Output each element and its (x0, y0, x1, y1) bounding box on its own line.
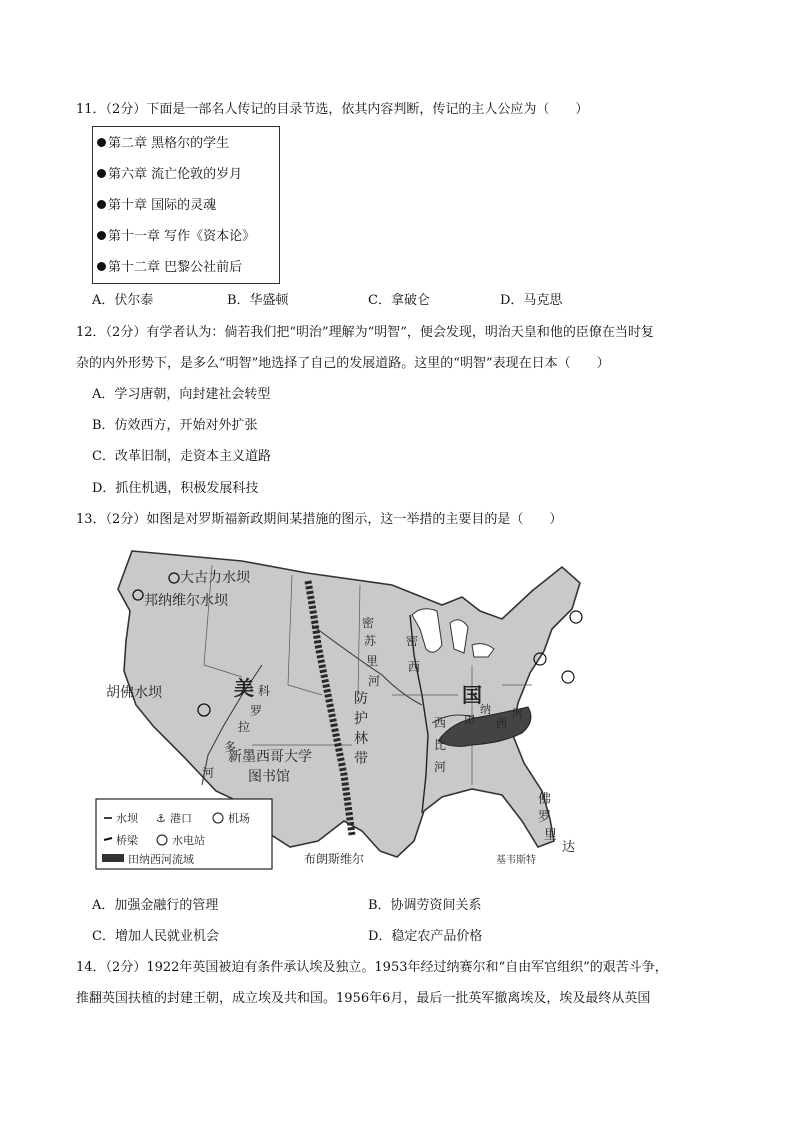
bullet-icon (97, 169, 106, 178)
toc-item (97, 197, 216, 215)
q11-option-c[interactable]: C．拿破仑 (368, 293, 430, 308)
florida-char: 佛 (538, 792, 552, 807)
toc-item-text: 第十一章 写作《资本论》 (108, 229, 256, 244)
q11-option-a[interactable]: A．伏尔泰 (92, 293, 154, 308)
legend-tennessee: 田纳西河流域 (128, 853, 194, 866)
q12-option-c[interactable]: C．改革旧制，走资本主义道路 (92, 449, 271, 464)
label-library: 图书馆 (248, 769, 290, 785)
florida-char: 罗 (538, 810, 552, 825)
missouri-char: 密 (362, 616, 375, 630)
colorado-char: 科 (258, 684, 271, 698)
q13-stem: 13．（2分）如图是对罗斯福新政期间某措施的图示，这一举措的主要目的是（ ） (76, 512, 563, 527)
q11-option-d[interactable]: D．马克思 (500, 293, 563, 308)
toc-item-text: 第十二章 巴黎公社前后 (108, 260, 243, 275)
legend-port: 港口 (170, 812, 192, 825)
missouri-char: 河 (368, 674, 381, 688)
shelterbelt-char: 林 (354, 731, 368, 747)
legend-bridge: 桥梁 (116, 834, 138, 847)
q12-option-d[interactable]: D．抓住机遇，积极发展科技 (92, 481, 259, 496)
shelterbelt-char: 防 (354, 691, 368, 707)
label-bonneville: 邦纳维尔水坝 (144, 593, 228, 609)
q13-option-a[interactable]: A．加强金融行的管理 (92, 898, 219, 913)
label-hoover: 胡佛水坝 (106, 685, 162, 701)
toc-item (97, 135, 229, 153)
legend-airport: 机场 (228, 812, 250, 825)
label-mei: 美 (234, 676, 254, 700)
bullet-icon (97, 138, 106, 147)
tn-char: 纳 (480, 703, 491, 716)
q11-option-b[interactable]: B．华盛顿 (227, 293, 289, 308)
colorado-char: 河 (202, 766, 215, 780)
mississippi-char: 密 (406, 634, 419, 648)
label-grand-coulee: 大古力水坝 (180, 570, 250, 586)
toc-item (97, 166, 242, 184)
label-brownsville: 布朗斯维尔 (304, 852, 365, 866)
q12-option-b[interactable]: B．仿效西方，开始对外扩张 (92, 418, 258, 433)
toc-item (97, 228, 255, 246)
q11-stem: 11．（2分）下面是一部名人传记的目录节选，依其内容判断，传记的主人公应为（ ） (76, 102, 589, 117)
toc-item (97, 259, 242, 277)
toc-item-text: 第六章 流亡伦敦的岁月 (108, 167, 243, 182)
mississippi-char: 西 (434, 716, 447, 730)
anchor-icon: ⚓ (156, 812, 166, 825)
toc-item-text: 第二章 黑格尔的学生 (108, 136, 230, 151)
bullet-icon (97, 262, 106, 271)
label-guo: 国 (462, 683, 482, 707)
missouri-char: 里 (366, 654, 379, 668)
missouri-char: 苏 (364, 634, 377, 648)
florida-char: 达 (562, 840, 576, 855)
q14-stem-line2: 推翻英国扶植的封建王朝，成立埃及共和国。1956年6月，最后一批英军撤离埃及，埃及最终从英国 (76, 991, 651, 1006)
bullet-icon (97, 200, 106, 209)
legend-hydropower: 水电站 (172, 834, 205, 847)
tn-char: 西 (496, 717, 507, 730)
mississippi-char: 比 (434, 738, 447, 752)
label-unm: 新墨西哥大学 (228, 749, 312, 765)
florida-char: 里 (544, 828, 558, 843)
q12-option-a[interactable]: A．学习唐朝，向封建社会转型 (92, 387, 271, 402)
toc-item-text: 第十章 国际的灵魂 (108, 198, 217, 213)
tennessee-legend-swatch (102, 854, 124, 862)
mississippi-char: 西 (408, 660, 421, 674)
colorado-char: 多 (224, 740, 237, 754)
label-kingsport: 基韦斯特 (496, 855, 536, 866)
shelterbelt-char: 护 (354, 711, 368, 727)
q14-stem-line1: 14．（2分）1922年英国被迫有条件承认埃及独立。1953年经过纳赛尔和“自由军官组织”的艰苦斗争， (76, 960, 668, 975)
q13-option-b[interactable]: B．协调劳资间关系 (368, 898, 482, 913)
q12-stem-line2: 杂的内外形势下，是多么“明智”地选择了自己的发展道路。这里的“明智”表现在日本（ ） (76, 356, 610, 371)
legend-dam: 水坝 (116, 812, 138, 825)
us-map-figure (92, 545, 588, 875)
q12-stem-line1: 12．（2分）有学者认为：倘若我们把“明治”理解为“明智”，便会发现，明治天皇和他的臣僚在当时复 (76, 325, 654, 340)
map-legend (96, 799, 272, 869)
colorado-char: 拉 (238, 720, 251, 734)
q13-option-d[interactable]: D．稳定农产品价格 (368, 929, 483, 944)
tn-char: 河 (512, 707, 523, 720)
tn-char: 田 (464, 713, 475, 726)
bullet-icon (97, 231, 106, 240)
mississippi-char: 河 (434, 760, 447, 774)
q11-toc-box (92, 126, 280, 284)
q13-option-c[interactable]: C．增加人民就业机会 (92, 929, 219, 944)
colorado-char: 罗 (250, 704, 263, 718)
shelterbelt-char: 带 (354, 751, 368, 767)
